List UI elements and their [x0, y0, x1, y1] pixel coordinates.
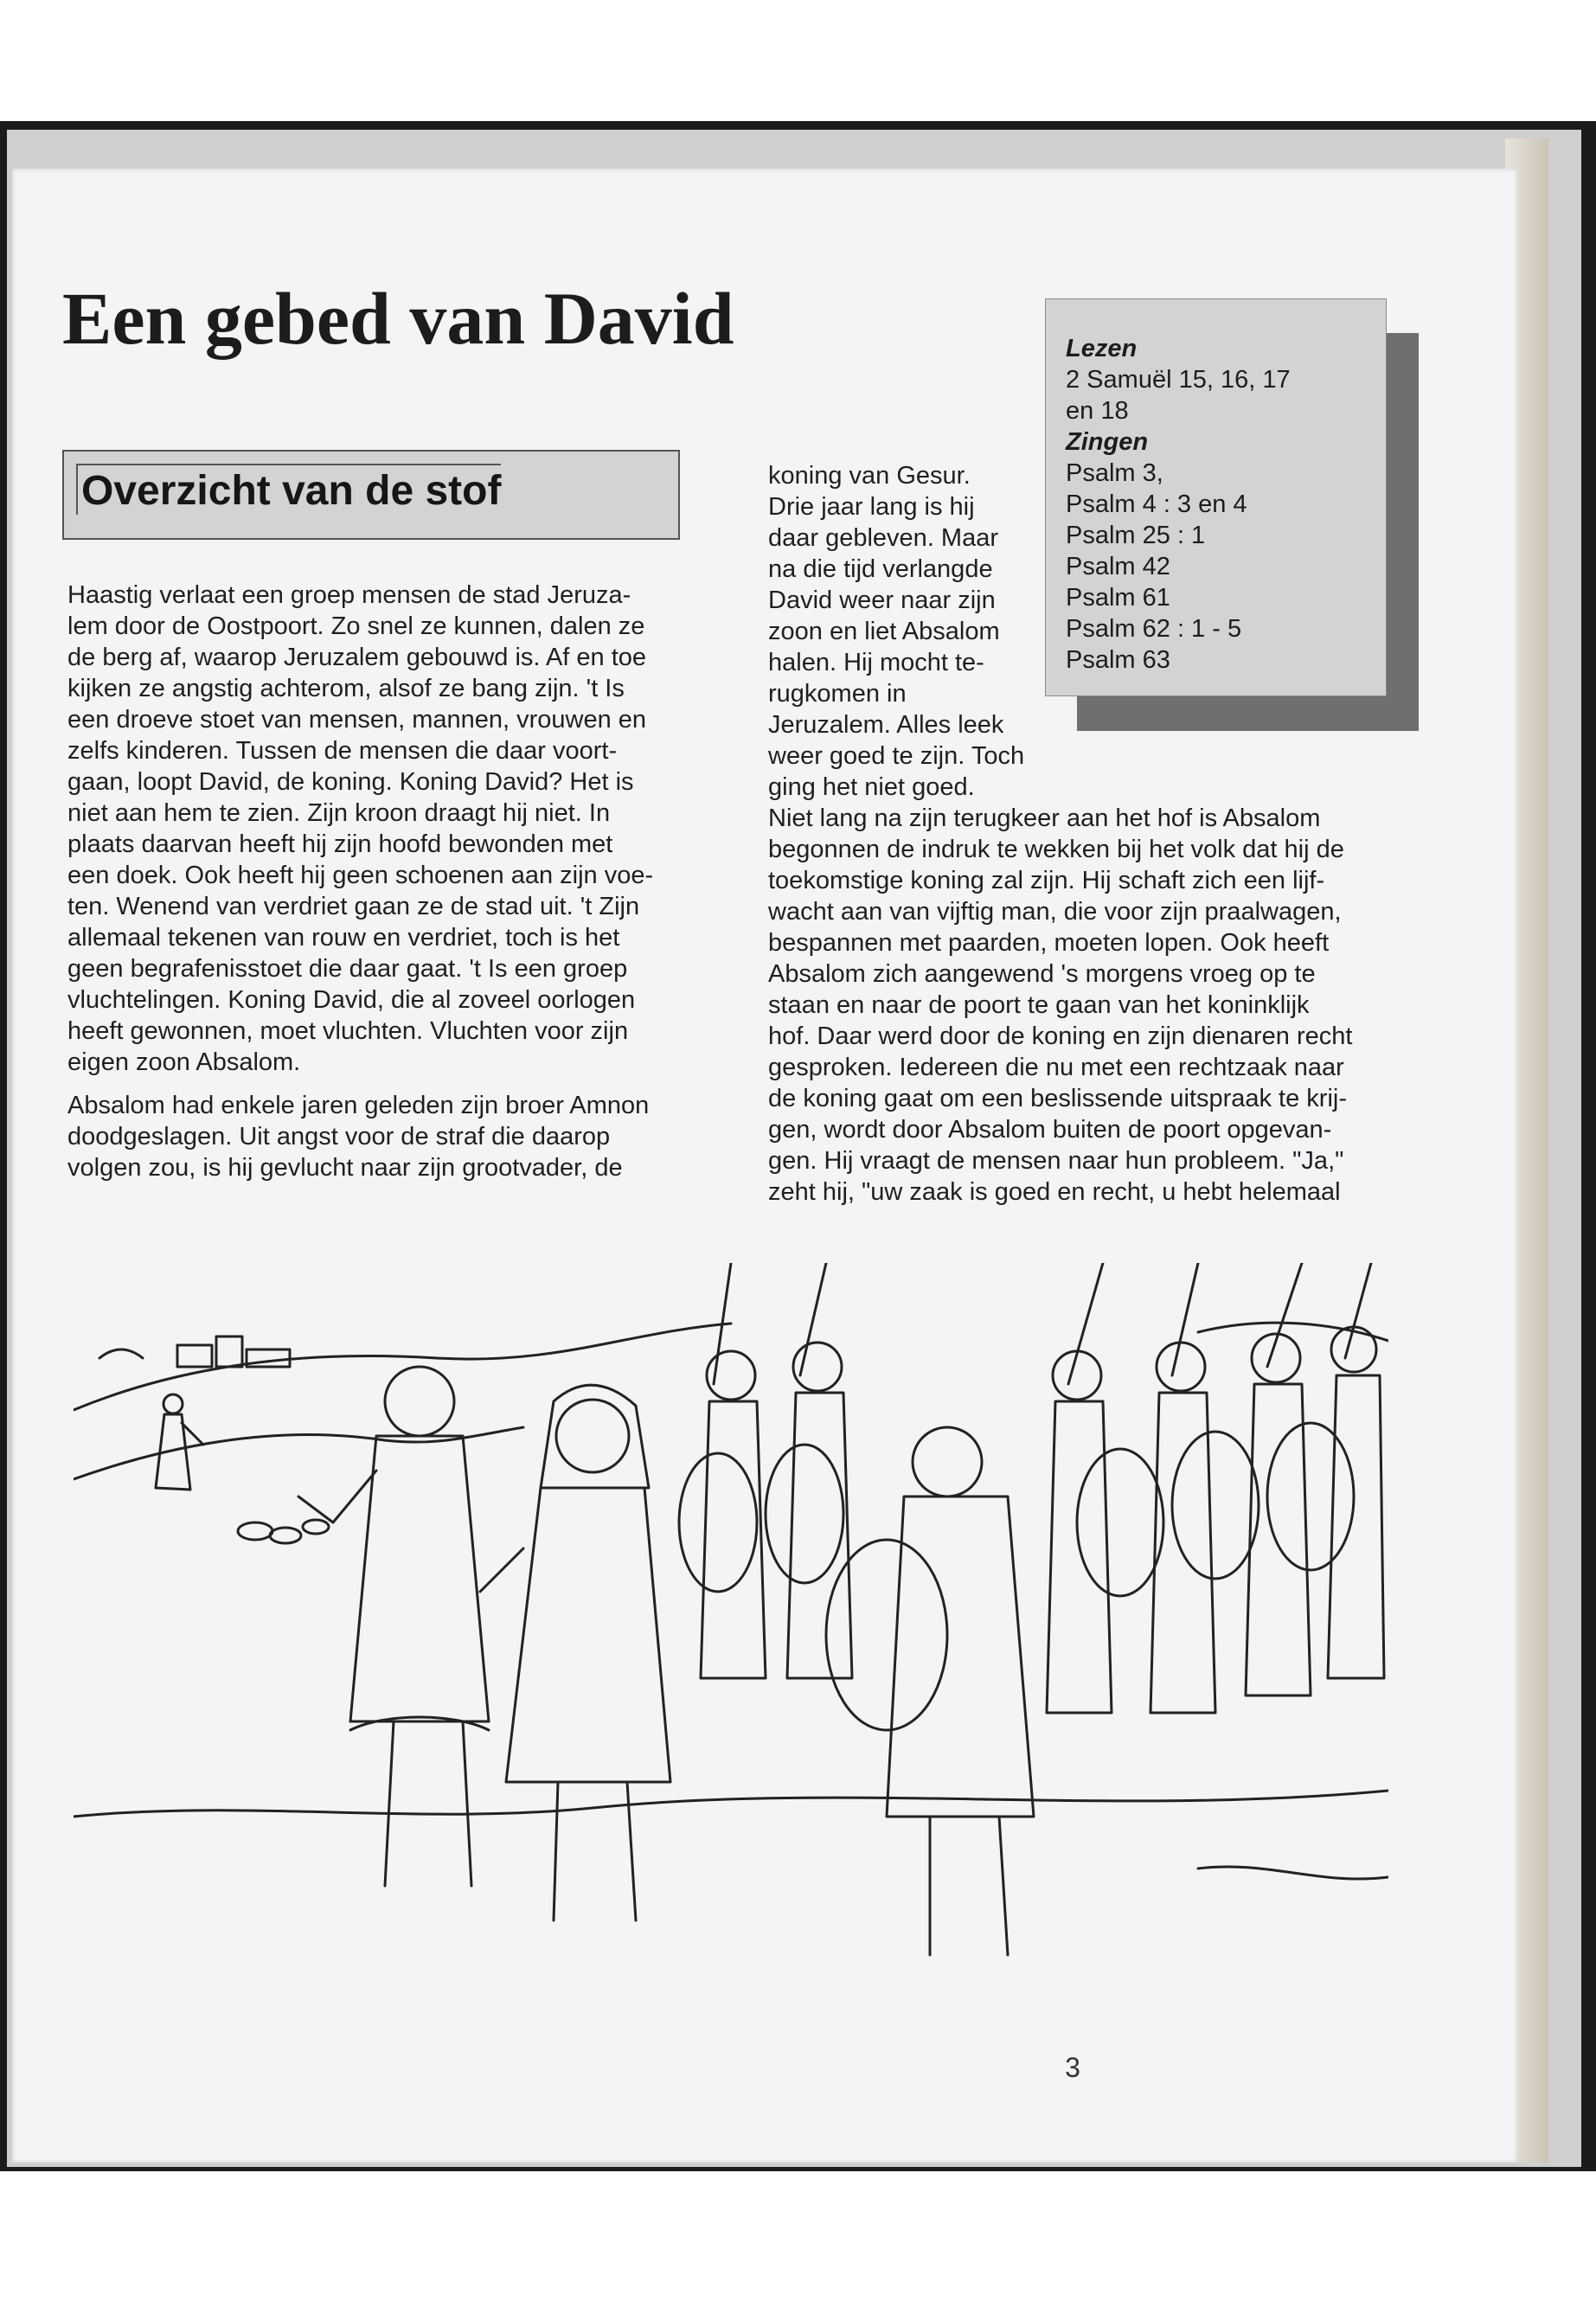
- king-david-figure: [480, 1385, 670, 1920]
- text-line: ging het niet goed.: [768, 773, 975, 801]
- lezen-line: 2 Samuël 15, 16, 17: [1066, 366, 1291, 394]
- text-line: lem door de Oostpoort. Zo snel ze kunnen, dalen ze: [67, 612, 645, 640]
- text-line: doodgeslagen. Uit angst voor de straf die daarop: [67, 1123, 611, 1150]
- hill-line: [74, 1324, 731, 1410]
- text-line: Haastig verlaat een groep mensen de stad Jeruza-: [67, 581, 631, 609]
- text-line: gaan, loopt David, de koning. Koning David? Het is: [67, 768, 634, 796]
- zingen-line: Psalm 62 : 1 - 5: [1066, 615, 1242, 643]
- middle-column-text: [768, 460, 1054, 803]
- text-line: wacht aan van vijftig man, die voor zijn praalwagen,: [768, 898, 1342, 926]
- zingen-line: Psalm 42: [1066, 553, 1170, 580]
- text-line: gesproken. Iedereen die nu met een rechtzaak naar: [768, 1054, 1344, 1081]
- text-line: de berg af, waarop Jeruzalem gebouwd is. Af en toe: [67, 644, 647, 671]
- illustration-david-fleeing: [74, 1263, 1388, 1990]
- text-line: vluchtelingen. Koning David, die al zoveel oorlogen: [67, 986, 636, 1014]
- lezen-heading: Lezen: [1066, 335, 1138, 362]
- text-line: geen begrafenisstoet die daar gaat. 't Is een groep: [67, 955, 628, 983]
- right-column-text: [768, 803, 1391, 1208]
- text-line: begonnen de indruk te wekken bij het volk dat hij de: [768, 836, 1344, 863]
- text-line: een doek. Ook heeft hij geen schoenen aan zijn voe-: [67, 862, 654, 889]
- text-line: zelfs kinderen. Tussen de mensen die daar voort-: [67, 737, 618, 765]
- distant-figure: [156, 1394, 203, 1490]
- lezen-line: en 18: [1066, 397, 1129, 425]
- text-line: zoon en liet Absalom: [768, 618, 1000, 645]
- text-line: daar gebleven. Maar: [768, 524, 998, 552]
- text-line: ten. Wenend van verdriet gaan ze de stad uit. 't Zijn: [67, 893, 640, 920]
- text-line: halen. Hij mocht te-: [768, 649, 984, 676]
- soldier-figure: [1047, 1263, 1163, 1713]
- soldier-figure: [679, 1263, 766, 1678]
- text-line: hof. Daar werd door de koning en zijn dienaren recht: [768, 1022, 1353, 1050]
- zingen-line: Psalm 4 : 3 en 4: [1066, 490, 1247, 518]
- overview-heading: Overzicht van de stof: [76, 464, 501, 515]
- text-line: Niet lang na zijn terugkeer aan het hof is Absalom: [768, 804, 1321, 832]
- text-line: rugkomen in: [768, 680, 907, 708]
- text-line: een droeve stoet van mensen, mannen, vrouwen en: [67, 706, 647, 734]
- zingen-line: Psalm 61: [1066, 584, 1170, 612]
- zingen-heading: Zingen: [1066, 428, 1149, 456]
- ground-line: [74, 1791, 1388, 1817]
- text-line: koning van Gesur.: [768, 462, 971, 490]
- text-line: Absalom zich aangewend 's morgens vroeg op te: [768, 960, 1316, 988]
- text-line: na die tijd verlangde: [768, 555, 993, 583]
- text-line: heeft gewonnen, moet vluchten. Vluchten voor zijn: [67, 1017, 629, 1045]
- text-line: zeht hij, "uw zaak is goed en recht, u hebt helemaal: [768, 1178, 1341, 1206]
- zingen-line: Psalm 63: [1066, 646, 1170, 674]
- text-line: kijken ze angstig achterom, alsof ze bang zijn. 't Is: [67, 675, 625, 702]
- text-line: David weer naar zijn: [768, 586, 996, 614]
- text-line: gen. Hij vraagt de mensen naar hun probleem. "Ja,": [768, 1147, 1344, 1175]
- soldier-column: [679, 1263, 1384, 1713]
- text-line: de koning gaat om een beslissende uitspraak te krij-: [768, 1085, 1347, 1112]
- text-line: volgen zou, is hij gevlucht naar zijn grootvader, de: [67, 1154, 623, 1182]
- hill-line: [1198, 1323, 1388, 1341]
- text-line: eigen zoon Absalom.: [67, 1048, 301, 1076]
- sidebar-text: [1066, 333, 1377, 676]
- text-line: allemaal tekenen van rouw en verdriet, toch is het: [67, 924, 620, 952]
- scan-margin: [0, 0, 1596, 121]
- soldier-figure: [766, 1263, 852, 1678]
- text-line: weer goed te zijn. Toch: [768, 742, 1025, 770]
- paragraph-2: [67, 1090, 682, 1183]
- page-title: Een gebed van David: [62, 277, 734, 360]
- text-line: toekomstige koning zal zijn. Hij schaft zich een lijf-: [768, 867, 1325, 894]
- text-line: Jeruzalem. Alles leek: [768, 711, 1004, 739]
- text-line: Absalom had enkele jaren geleden zijn broer Amnon: [67, 1092, 650, 1119]
- soldier-front-figure: [826, 1427, 1034, 1955]
- paragraph-1: [67, 580, 682, 1078]
- text-line: Drie jaar lang is hij: [768, 493, 975, 521]
- soldier-left-figure: [298, 1367, 489, 1886]
- soldier-figure: [1328, 1263, 1384, 1678]
- rocks: [238, 1520, 329, 1543]
- ground-line: [1198, 1867, 1388, 1879]
- left-column-text: [67, 580, 682, 1183]
- text-line: bespannen met paarden, moeten lopen. Ook heeft: [768, 929, 1330, 957]
- zingen-line: Psalm 25 : 1: [1066, 522, 1206, 549]
- zingen-line: Psalm 3,: [1066, 459, 1163, 487]
- text-line: gen, wordt door Absalom buiten de poort opgevan-: [768, 1116, 1332, 1144]
- text-line: staan en naar de poort te gaan van het koninklijk: [768, 991, 1310, 1019]
- page-number: 3: [1065, 2052, 1080, 2083]
- text-line: niet aan hem te zien. Zijn kroon draagt hij niet. In: [67, 799, 611, 827]
- text-line: plaats daarvan heeft hij zijn hoofd bewonden met: [67, 830, 613, 858]
